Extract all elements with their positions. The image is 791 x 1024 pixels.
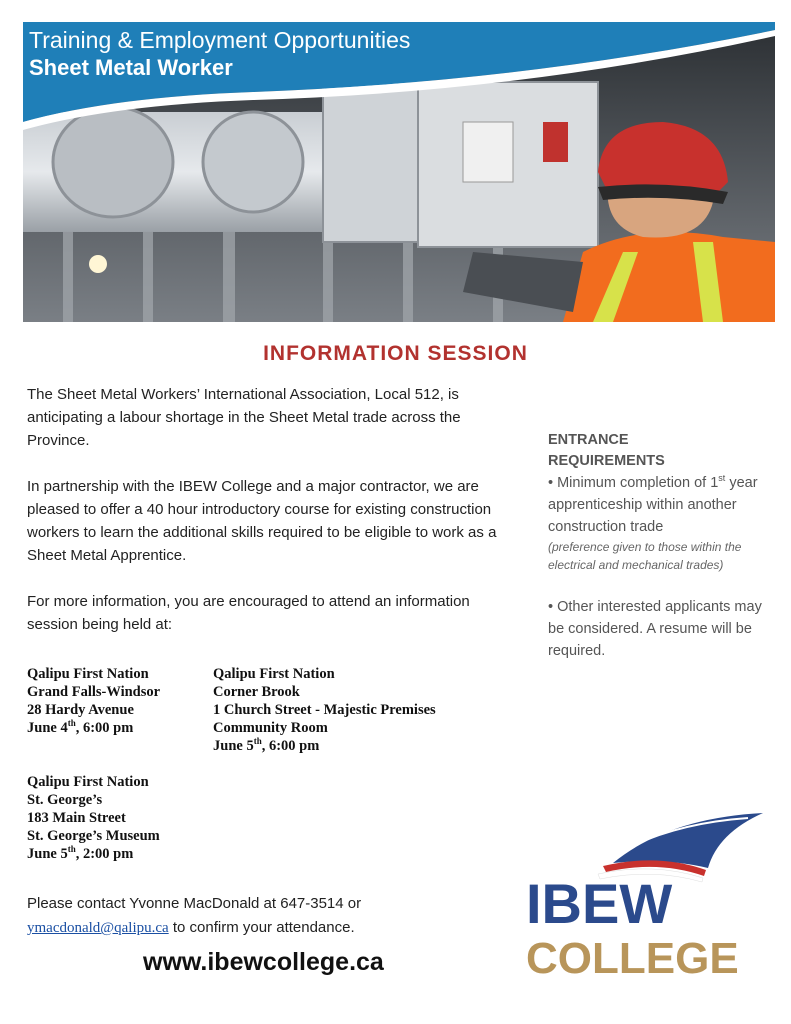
location-st-georges: [27, 773, 160, 863]
requirement-1-note: (preference given to those within the electrical and mechanical trades): [548, 540, 742, 572]
location-address: 1 Church Street - Majestic Premises: [213, 702, 436, 718]
contact-line2: [27, 916, 361, 940]
hero-title-line2: Sheet Metal Worker: [29, 55, 233, 80]
website-url: www.ibewcollege.ca: [143, 948, 384, 976]
main-text: [27, 383, 522, 659]
location-city: St. George’s: [27, 792, 103, 808]
location-city: Grand Falls-Windsor: [27, 684, 161, 700]
location-grand-falls: [27, 665, 160, 737]
requirements-title-line1: ENTRANCE: [548, 432, 629, 448]
intro-paragraph: The Sheet Metal Workers’ International Association, Local 512, is anticipating a labour shortage in the Sheet Metal trade across the Province.: [27, 386, 461, 449]
requirement-1: • Minimum completion of 1st year apprenticeship within another construction trade: [548, 473, 758, 535]
location-org: Qalipu First Nation: [27, 666, 149, 682]
info-paragraph: For more information, you are encouraged to attend an information session being held at:: [27, 593, 470, 633]
location-org: Qalipu First Nation: [27, 774, 149, 790]
location-corner-brook: [213, 665, 436, 755]
location-org: Qalipu First Nation: [213, 666, 335, 682]
contact-block: [27, 892, 361, 940]
location-date: June 5th, 2:00 pm: [27, 844, 134, 862]
hero-title-line1: Training & Employment Opportunities: [29, 27, 411, 53]
location-date: June 4th, 6:00 pm: [27, 718, 134, 736]
ibew-college-logo: [518, 808, 768, 983]
hero-banner: [23, 22, 775, 322]
contact-email-link[interactable]: ymacdonald@qalipu.ca: [27, 920, 169, 936]
requirements-title-line2: REQUIREMENTS: [548, 453, 665, 469]
location-address: 183 Main Street: [27, 810, 126, 826]
hero-title: [29, 26, 410, 82]
location-extra: Community Room: [213, 720, 328, 736]
session-heading: INFORMATION SESSION: [263, 342, 528, 365]
location-city: Corner Brook: [213, 684, 300, 700]
location-date: June 5th, 6:00 pm: [213, 736, 320, 754]
logo-text-ibew: IBEW: [526, 872, 673, 935]
contact-line1: Please contact Yvonne MacDonald at 647-3514 or: [27, 895, 362, 912]
requirement-2: • Other interested applicants may be considered. A resume will be required.: [548, 599, 762, 659]
partnership-paragraph: In partnership with the IBEW College and a major contractor, we are pleased to offer a 40 hour introductory course for existing construction workers to learn the additional skills required to be eligible to work as a Sheet Metal Apprentice.: [27, 478, 497, 564]
logo-text-college: COLLEGE: [526, 934, 739, 983]
location-address: 28 Hardy Avenue: [27, 702, 134, 718]
location-extra: St. George’s Museum: [27, 828, 160, 844]
contact-line2-text: to confirm your attendance.: [168, 919, 355, 936]
entrance-requirements: [548, 430, 768, 662]
